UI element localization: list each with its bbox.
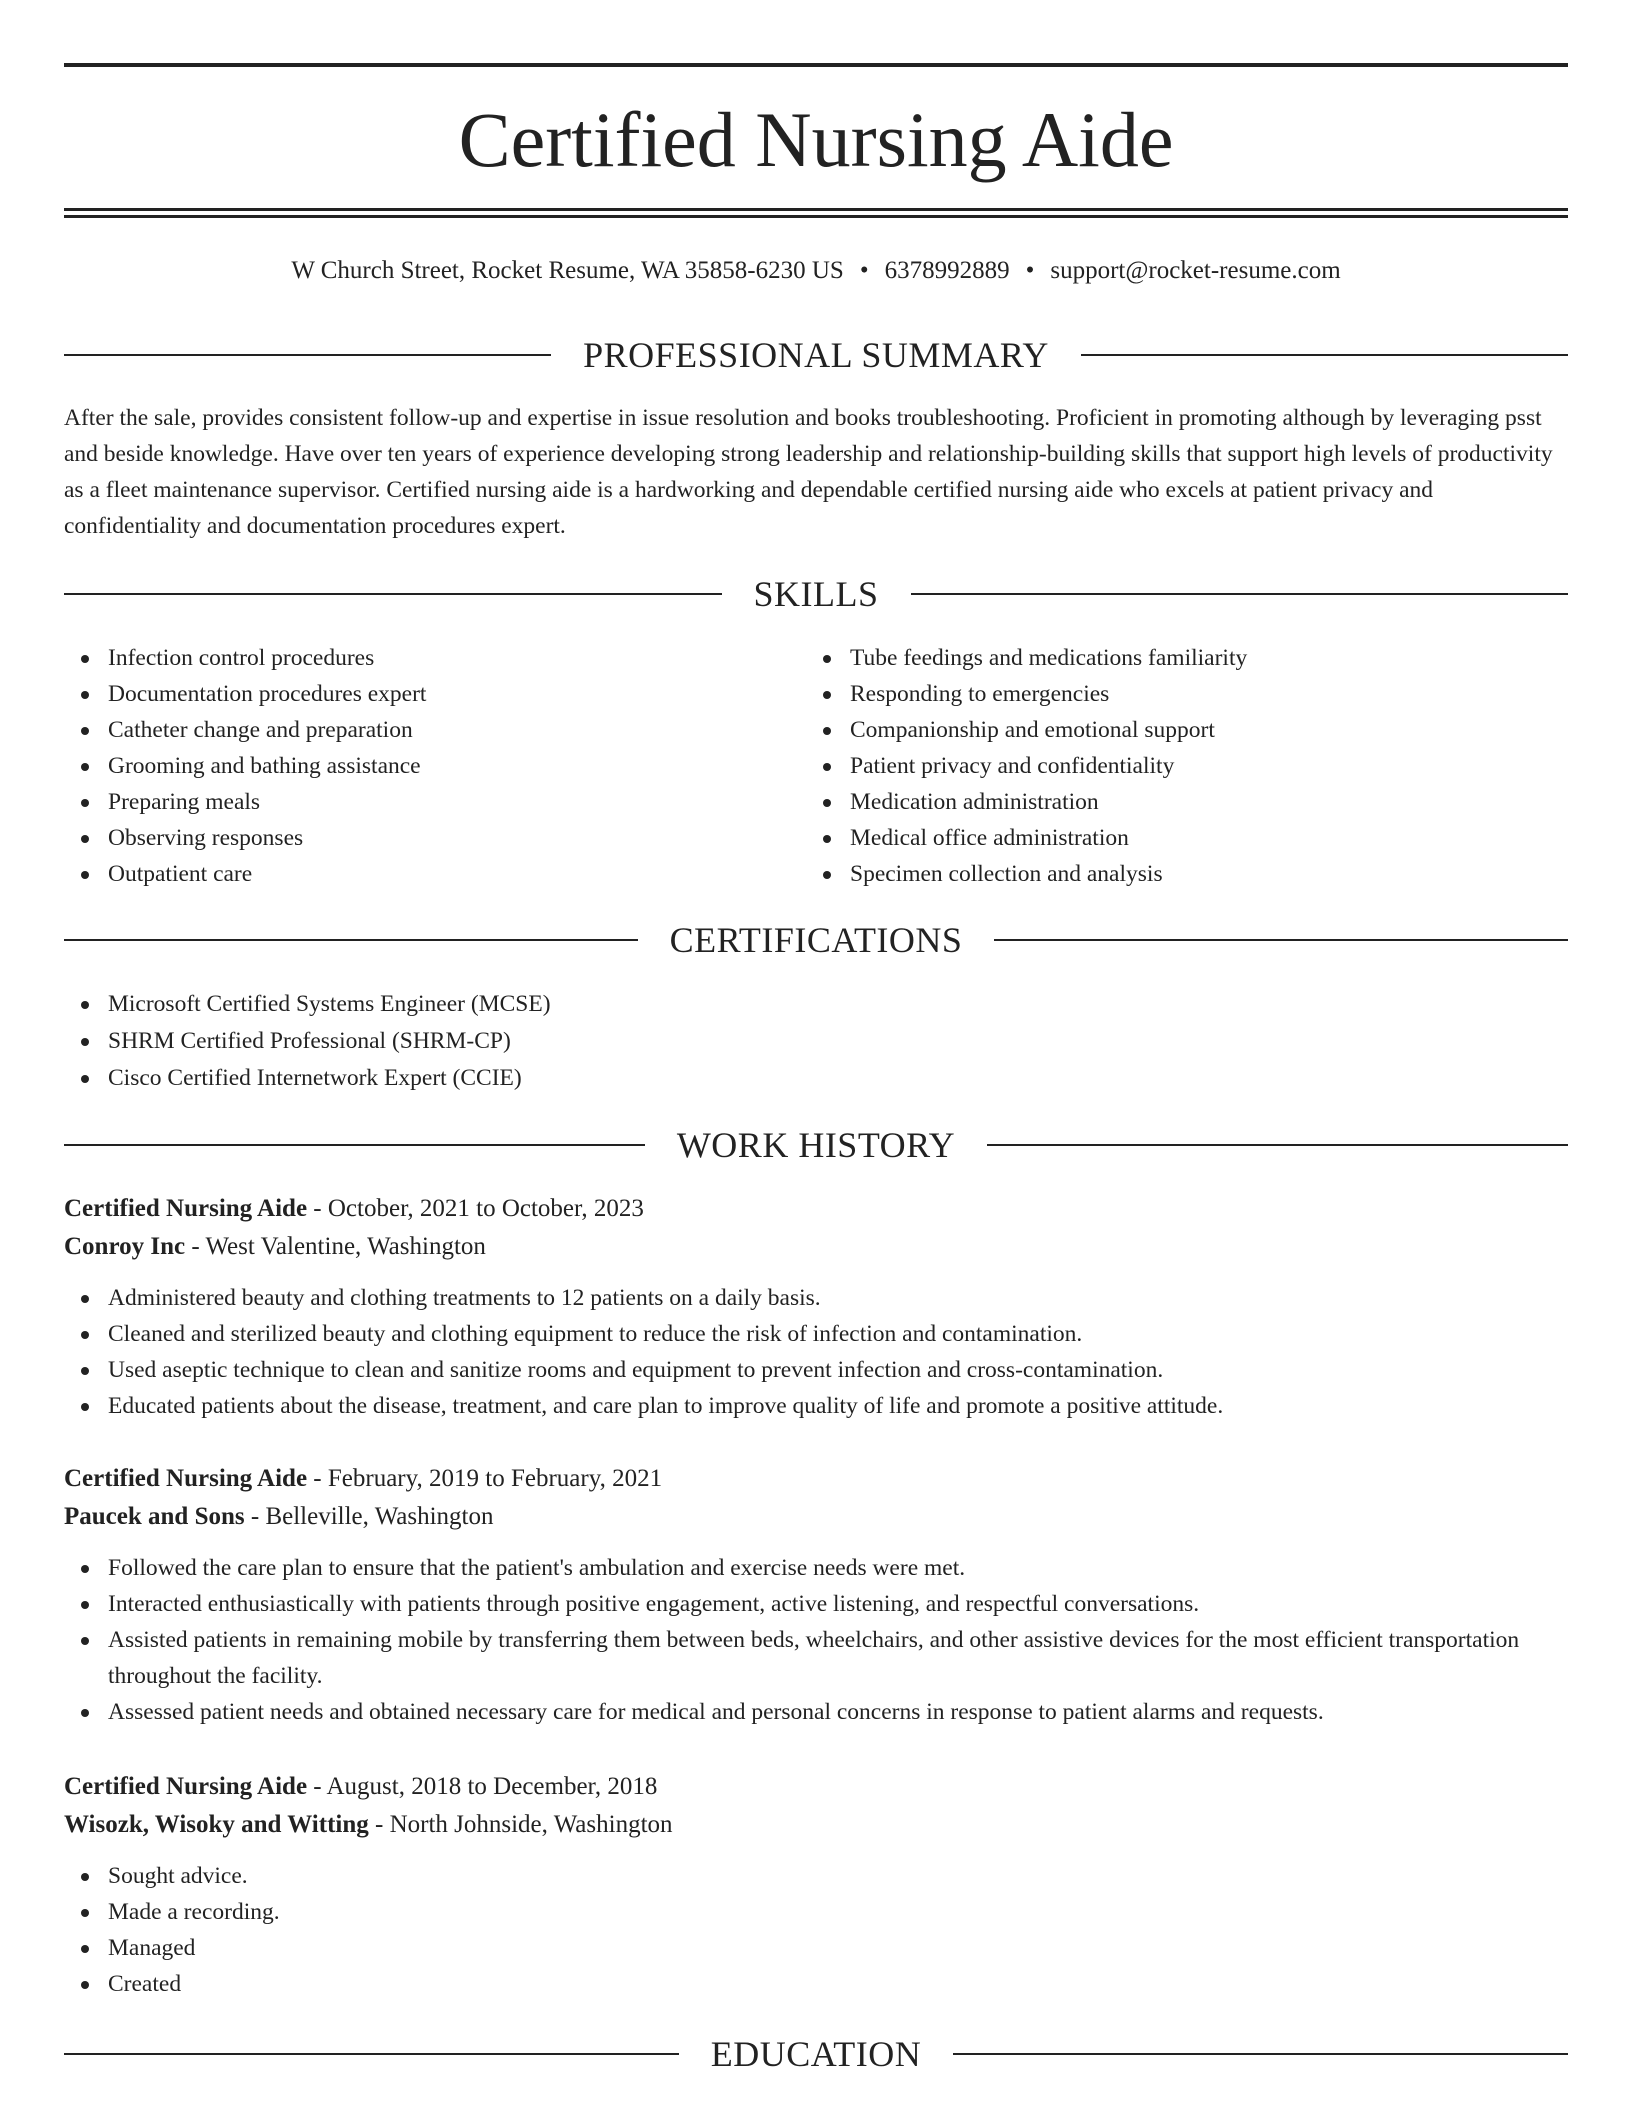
section-title-summary: PROFESSIONAL SUMMARY <box>583 335 1049 375</box>
skill-item: Tube feedings and medications familiarity <box>806 640 1566 676</box>
job-entry <box>64 1460 1568 1730</box>
section-header-work-history <box>64 1123 1568 1167</box>
job-bullet: Assessed patient needs and obtained necessary care for medical and personal concerns in response to patient alarms and requests. <box>64 1694 1568 1730</box>
skill-item: Observing responses <box>64 820 804 856</box>
section-rule-right <box>911 593 1569 595</box>
job-title: Certified Nursing Aide <box>64 1773 308 1800</box>
job-entry <box>64 1190 1568 1424</box>
contact-email: support@rocket-resume.com <box>1050 257 1341 284</box>
job-location: - North Johnside, Washington <box>368 1811 673 1838</box>
job-bullet: Administered beauty and clothing treatments to 12 patients on a daily basis. <box>64 1280 1568 1316</box>
certification-item: SHRM Certified Professional (SHRM-CP) <box>64 1023 1568 1060</box>
job-company: Paucek and Sons <box>64 1503 245 1530</box>
job-bullet: Educated patients about the disease, treatment, and care plan to improve quality of life and promote a positive attitude. <box>64 1388 1568 1424</box>
job-bullet: Assisted patients in remaining mobile by transferring them between beds, wheelchairs, and other assistive devices for the most efficient transportation throughout the facility. <box>64 1622 1568 1694</box>
skill-item: Specimen collection and analysis <box>806 856 1566 892</box>
job-title-line <box>64 1768 1568 1806</box>
job-bullet: Cleaned and sterilized beauty and clothing equipment to reduce the risk of infection and contamination. <box>64 1316 1568 1352</box>
job-dates: - August, 2018 to December, 2018 <box>307 1773 658 1800</box>
section-rule-right <box>953 2053 1568 2055</box>
job-bullet: Sought advice. <box>64 1858 1568 1894</box>
job-title-line <box>64 1460 1568 1498</box>
header-top-rule <box>64 63 1568 67</box>
job-dates: - February, 2019 to February, 2021 <box>307 1465 663 1492</box>
job-bullet: Created <box>64 1966 1568 2002</box>
section-title-certifications: CERTIFICATIONS <box>669 920 963 960</box>
skill-item: Medication administration <box>806 784 1566 820</box>
skill-item: Infection control procedures <box>64 640 804 676</box>
skill-item: Outpatient care <box>64 856 804 892</box>
job-bullets <box>64 1550 1568 1730</box>
skill-item: Grooming and bathing assistance <box>64 748 804 784</box>
certifications-list <box>64 986 1568 1097</box>
contact-line <box>64 254 1568 288</box>
job-company: Wisozk, Wisoky and Witting <box>64 1811 369 1838</box>
section-rule-right <box>987 1144 1568 1146</box>
job-bullets <box>64 1858 1568 2002</box>
job-company-line <box>64 1498 1568 1536</box>
job-bullet: Used aseptic technique to clean and sanitize rooms and equipment to prevent infection and cross-contamination. <box>64 1352 1568 1388</box>
contact-separator: • <box>859 257 869 284</box>
section-rule-right <box>994 939 1568 941</box>
section-rule-left <box>64 354 551 356</box>
contact-address: W Church Street, Rocket Resume, WA 35858-6230 US <box>291 257 844 284</box>
section-title-education: EDUCATION <box>710 2034 922 2074</box>
contact-phone: 6378992889 <box>884 257 1010 284</box>
job-company-line <box>64 1806 1568 1844</box>
skills-list-right <box>806 640 1566 892</box>
job-bullet: Managed <box>64 1930 1568 1966</box>
skill-item: Companionship and emotional support <box>806 712 1566 748</box>
skill-item: Preparing meals <box>64 784 804 820</box>
section-rule-left <box>64 939 638 941</box>
skill-item: Responding to emergencies <box>806 676 1566 712</box>
skills-list-left <box>64 640 804 892</box>
job-bullets <box>64 1280 1568 1424</box>
skill-item: Medical office administration <box>806 820 1566 856</box>
job-title: Certified Nursing Aide <box>64 1465 308 1492</box>
job-company-line <box>64 1228 1568 1266</box>
summary-text: After the sale, provides consistent follow-up and expertise in issue resolution and books troubleshooting. Proficient in promoting although by leveraging psst and beside knowledge. Have over ten years of experience developing strong leadership and relationship-building skills that support high levels of productivity as a fleet maintenance supervisor. Certified nursing aide is a hardworking and dependable certified nursing aide who excels at patient privacy and confidentiality and documentation procedures expert. <box>64 405 1553 539</box>
section-title-work-history: WORK HISTORY <box>676 1125 956 1165</box>
job-location: - Belleville, Washington <box>244 1503 494 1530</box>
job-bullet: Followed the care plan to ensure that the patient's ambulation and exercise needs were met. <box>64 1550 1568 1586</box>
section-title-skills: SKILLS <box>753 574 879 614</box>
certification-item: Microsoft Certified Systems Engineer (MCSE) <box>64 986 1568 1023</box>
section-rule-left <box>64 2053 679 2055</box>
section-header-summary <box>64 333 1568 377</box>
resume-title: Certified Nursing Aide <box>458 96 1174 183</box>
job-company: Conroy Inc <box>64 1233 186 1260</box>
job-title-line <box>64 1190 1568 1228</box>
section-header-skills <box>64 572 1568 616</box>
section-rule-left <box>64 593 722 595</box>
section-header-certifications <box>64 918 1568 962</box>
section-rule-right <box>1081 354 1568 356</box>
job-dates: - October, 2021 to October, 2023 <box>307 1195 644 1222</box>
job-bullet: Made a recording. <box>64 1894 1568 1930</box>
header-double-rule-upper <box>64 208 1568 211</box>
skill-item: Patient privacy and confidentiality <box>806 748 1566 784</box>
job-bullet: Interacted enthusiastically with patients through positive engagement, active listening, and respectful conversations. <box>64 1586 1568 1622</box>
job-location: - West Valentine, Washington <box>185 1233 486 1260</box>
job-entry <box>64 1768 1568 2002</box>
header-double-rule-lower <box>64 215 1568 218</box>
job-title: Certified Nursing Aide <box>64 1195 308 1222</box>
contact-separator: • <box>1025 257 1035 284</box>
section-header-education <box>64 2032 1568 2076</box>
section-rule-left <box>64 1144 645 1146</box>
skill-item: Catheter change and preparation <box>64 712 804 748</box>
skill-item: Documentation procedures expert <box>64 676 804 712</box>
certification-item: Cisco Certified Internetwork Expert (CCIE) <box>64 1060 1568 1097</box>
